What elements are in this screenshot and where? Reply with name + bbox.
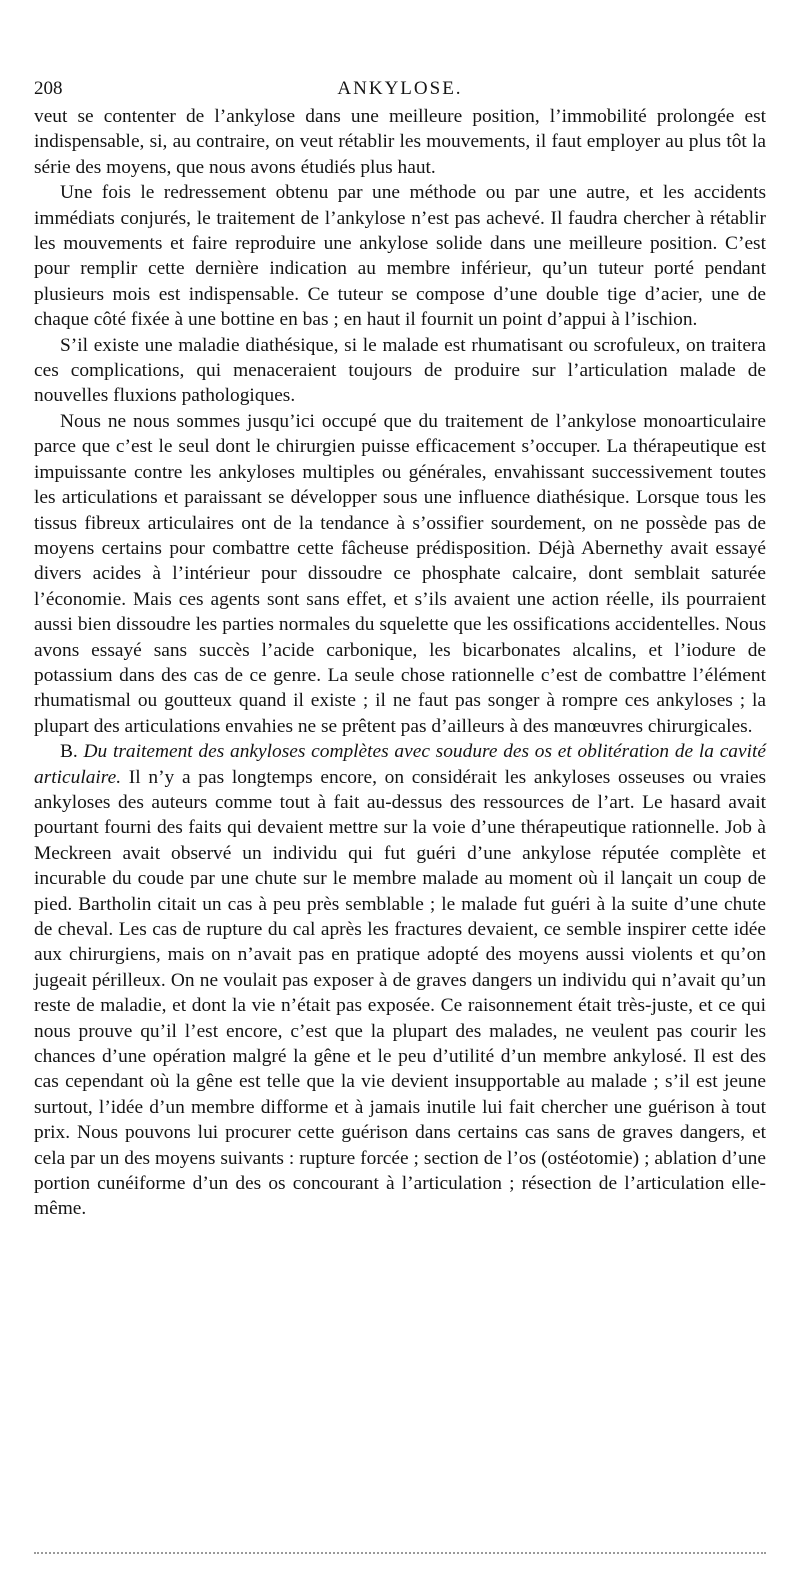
paragraph-redressement (34, 180, 766, 332)
paragraph-text: Une fois le redressement obtenu par une méthode ou par une autre, et les accidents immédiats conjurés, le traitement de l’ankylose n’est pas achevé. Il faudra chercher à rétablir les mouvements et faire reproduire une ankylose solide dans une meilleure position. C’est pour remplir cette dernière indication au membre inférieur, qu’un tuteur porté pendant plusieurs mois est indispensable. Ce tuteur se compose d’une double tige d’acier, une de chaque côté fixée à une bottine en bas ; en haut il fournit un point d’appui à l’ischion. (34, 182, 766, 331)
paragraph-text: S’il existe une maladie diathésique, si le malade est rhumatisant ou scrofuleux, on traitera ces complications, qui menaceraient toujours de produire sur l’articulation malade de nouvelles fluxions pathologiques. (34, 334, 766, 407)
footer-rule (34, 1552, 766, 1554)
page-number: 208 (34, 78, 63, 99)
paragraph-text: Il n’y a pas longtemps encore, on considérait les ankyloses osseuses ou vraies ankyloses des auteurs comme tout à fait au-dessus des ressources de l’art. Le hasard avait pourtant fourni des faits qui devaient mettre sur la voie d’une thérapeutique rationnelle. Job à Meckreen avait observé un individu qui fut guéri d’une ankylose réputée complète et incurable du coude par une chute sur le membre malade au moment où il lançait un coup de pied. Bartholin citait un cas à peu près semblable ; le malade fut guéri à la suite d’une chute de cheval. Les cas de rupture du cal après les fractures devaient, ce semble inspirer cette idée aux chirurgiens, mais on n’avait pas en pratique adopté des moyens aussi violents et qu’on jugeait périlleux. On ne voulait pas exposer à de graves dangers un individu qui n’avait qu’un reste de maladie, et dont la vie n’était pas exposée. Ce raisonnement était très-juste, et ce qui nous prouve qu’il l’est encore, c’est que la plupart des malades, ne veulent pas courir les chances d’une opération malgré la gêne et le peu d’utilité d’un membre ankylosé. Il est des cas cependant où la gêne est telle que la vie devient insupportable au malade ; s’il est jeune surtout, l’idée d’un membre difforme et à jamais inutile lui fait chercher une guérison à tout prix. Nous pouvons lui procurer cette guérison dans certains cas sans de graves dangers, et cela par un des moyens suivants : rupture forcée ; section de l’os (ostéotomie) ; ablation d’une portion cunéiforme d’un des os concourant à l’articulation ; résection de l’articulation elle-même. (34, 766, 766, 1220)
paragraph-text: veut se contenter de l’ankylose dans une meilleure position, l’immobilité prolongée est indispensable, si, au contraire, on veut rétablir les mouvements, il faut employer au plus tôt la série des moyens, que nous avons étudiés plus haut. (34, 106, 766, 178)
running-title: ANKYLOSE. (337, 78, 463, 99)
paragraph-text: Nous ne nous sommes jusqu’ici occupé que du traitement de l’ankylose monoarticulaire parce que c’est le seul dont le chirurgien puisse efficacement s’occuper. La thérapeutique est impuissante contre les ankyloses multiples ou générales, envahissant successivement toutes les articulations et paraissant se développer sous une influence diathésique. Lorsque tous les tissus fibreux articulaires ont de la tendance à s’ossifier sourdement, on ne possède pas de moyens certains pour combattre cette fâcheuse prédisposition. Déjà Abernethy avait essayé divers acides à l’intérieur pour dissoudre ce phosphate calcaire, dont semblait saturée l’économie. Mais ces agents sont sans effet, et s’ils avaient une action réelle, ils pourraient aussi bien dissoudre les parties normales du squelette que les ossifications accidentelles. Nous avons essayé sans succès l’acide carbonique, les bicarbonates alcalins, et l’iodure de potassium dans des cas de ce genre. La seule chose rationnelle c’est de combattre l’élément rhumatismal ou goutteux quand il existe ; il ne faut pas songer à rompre ces ankyloses ; la plupart des articulations envahies ne se prêtent pas d’ailleurs à des manœuvres chirurgicales. (34, 410, 766, 737)
paragraph-continuation (34, 104, 766, 180)
section-letter: B. (60, 741, 84, 763)
paragraph-section-b (34, 739, 766, 1222)
book-page (34, 74, 766, 1222)
paragraph-maladie-diathesique (34, 333, 766, 409)
paragraph-monoarticulaire (34, 409, 766, 739)
section-heading: Du traitement des ankyloses complètes avec soudure des os et oblitération de la cavité articulaire. (34, 741, 766, 788)
body-text (34, 104, 766, 1222)
running-head (34, 74, 766, 104)
